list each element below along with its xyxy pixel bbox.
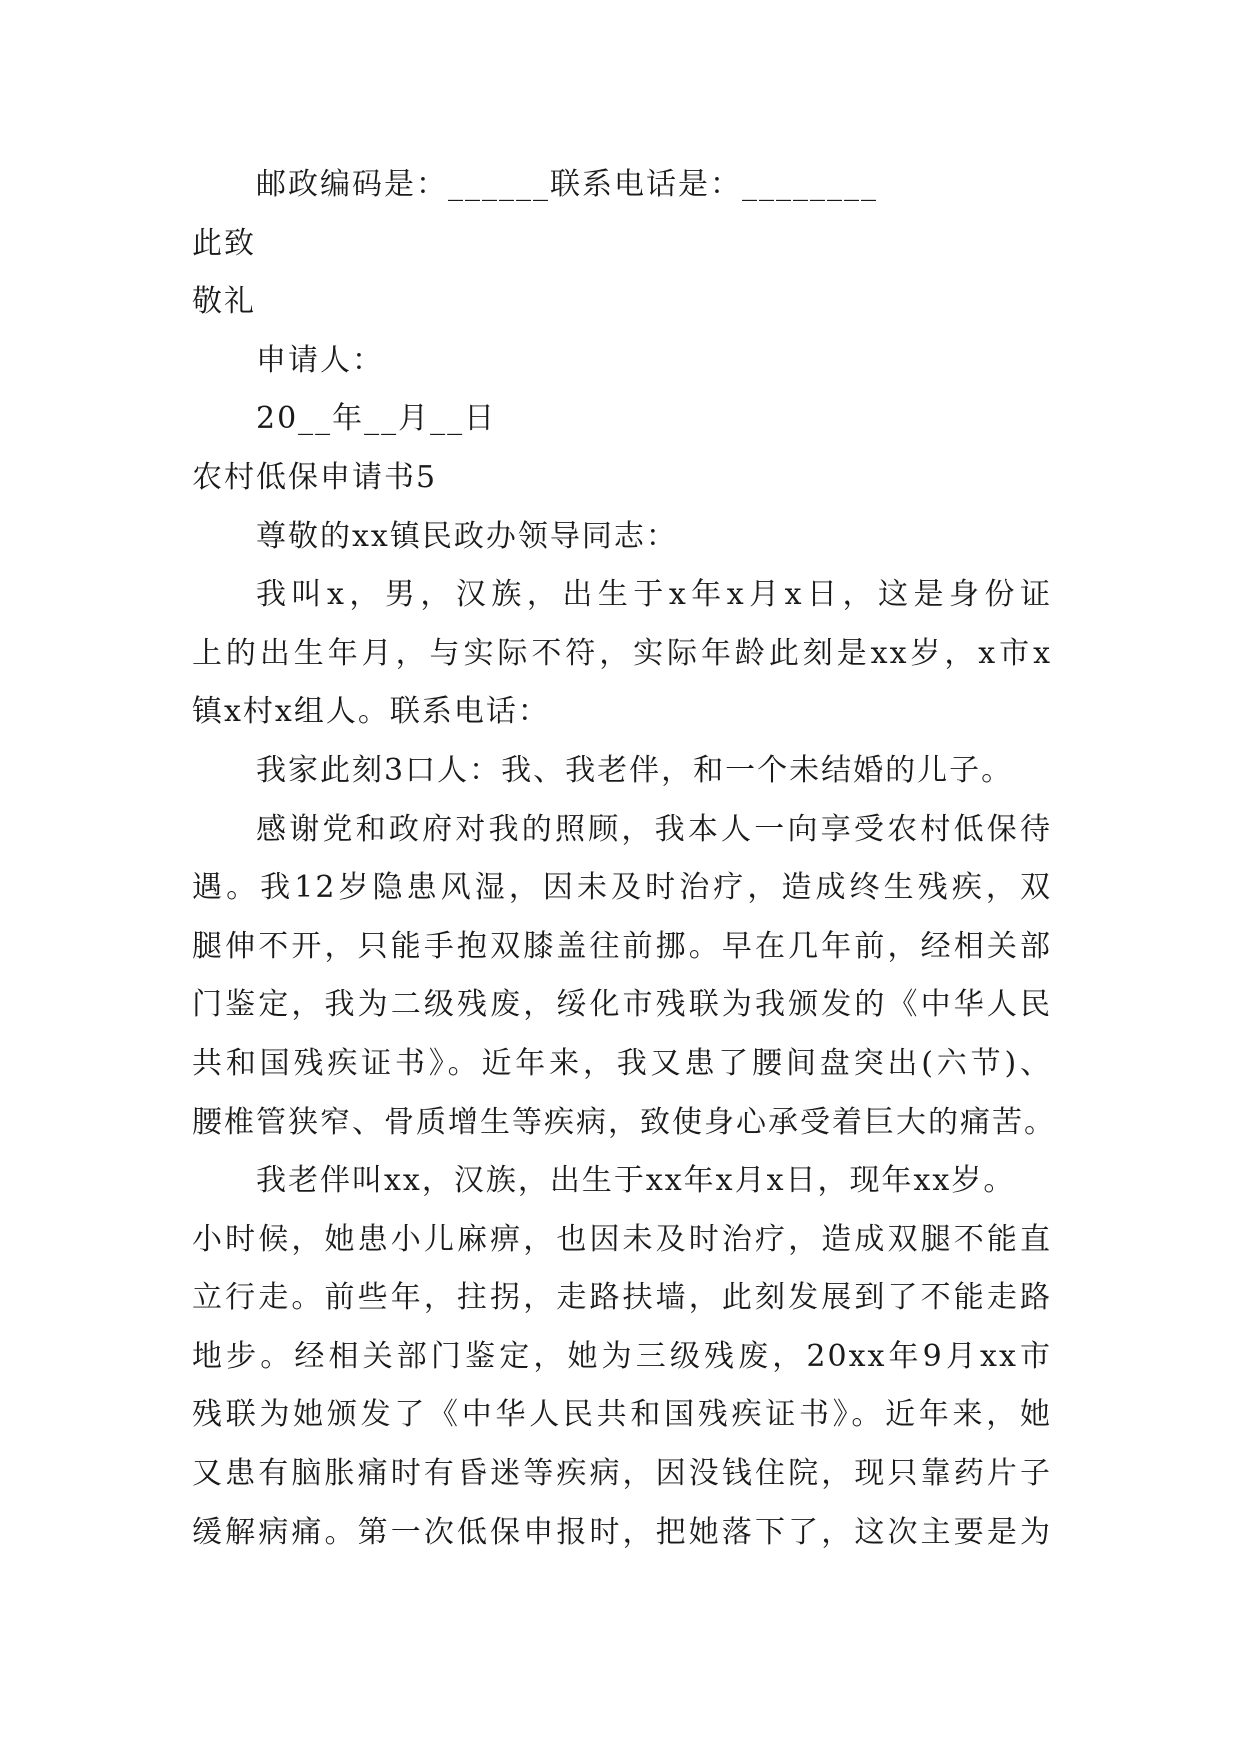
paragraph-line: 小时候，她患小儿麻痹，也因未及时治疗，造成双腿不能直: [192, 1221, 1052, 1257]
paragraph-line: 感谢党和政府对我的照顾，我本人一向享受农村低保待: [256, 811, 1052, 847]
salutation: 尊敬的xx镇民政办领导同志：: [256, 518, 678, 554]
paragraph-line: 共和国残疾证书》。近年来，我又患了腰间盘突出(六节)、: [192, 1045, 1052, 1081]
paragraph-line: 上的出生年月，与实际不符，实际年龄此刻是xx岁，x市x: [192, 635, 1052, 671]
paragraph-line: 残联为她颁发了《中华人民共和国残疾证书》。近年来，她: [192, 1397, 1052, 1433]
paragraph-line: 我老伴叫xx，汉族，出生于xx年x月x日，现年xx岁。: [256, 1163, 1016, 1199]
closing-line-1: 此致: [192, 225, 256, 261]
paragraph-line: 遇。我12岁隐患风湿，因未及时治疗，造成终生残疾，双: [192, 870, 1052, 906]
date-line: 20__年__月__日: [256, 401, 497, 437]
section-heading: 农村低保申请书5: [192, 459, 438, 495]
document-body: [192, 156, 1056, 1562]
paragraph-line: 腿伸不开，只能手抱双膝盖往前挪。早在几年前，经相关部: [192, 928, 1052, 964]
paragraph-line: 缓解病痛。第一次低保申报时，把她落下了，这次主要是为: [192, 1514, 1052, 1550]
applicant-label: 申请人：: [256, 342, 384, 378]
postal-code-phone-line: 邮政编码是：______联系电话是：________: [256, 167, 878, 202]
paragraph-line: 我叫x，男，汉族，出生于x年x月x日，这是身份证: [256, 577, 1052, 613]
paragraph-line: 镇x村x组人。联系电话：: [192, 694, 550, 730]
paragraph-line: 地步。经相关部门鉴定，她为三级残废，20xx年9月xx市: [192, 1338, 1052, 1374]
paragraph-line: 我家此刻3口人：我、我老伴，和一个未结婚的儿子。: [256, 752, 1014, 788]
paragraph-line: 立行走。前些年，拄拐，走路扶墙，此刻发展到了不能走路: [192, 1280, 1052, 1316]
paragraph-line: 又患有脑胀痛时有昏迷等疾病，因没钱住院，现只靠药片子: [192, 1456, 1052, 1492]
paragraph-line: 门鉴定，我为二级残废，绥化市残联为我颁发的《中华人民: [192, 987, 1052, 1023]
paragraph-line: 腰椎管狭窄、骨质增生等疾病，致使身心承受着巨大的痛苦。: [192, 1104, 1056, 1140]
closing-line-2: 敬礼: [192, 284, 256, 320]
